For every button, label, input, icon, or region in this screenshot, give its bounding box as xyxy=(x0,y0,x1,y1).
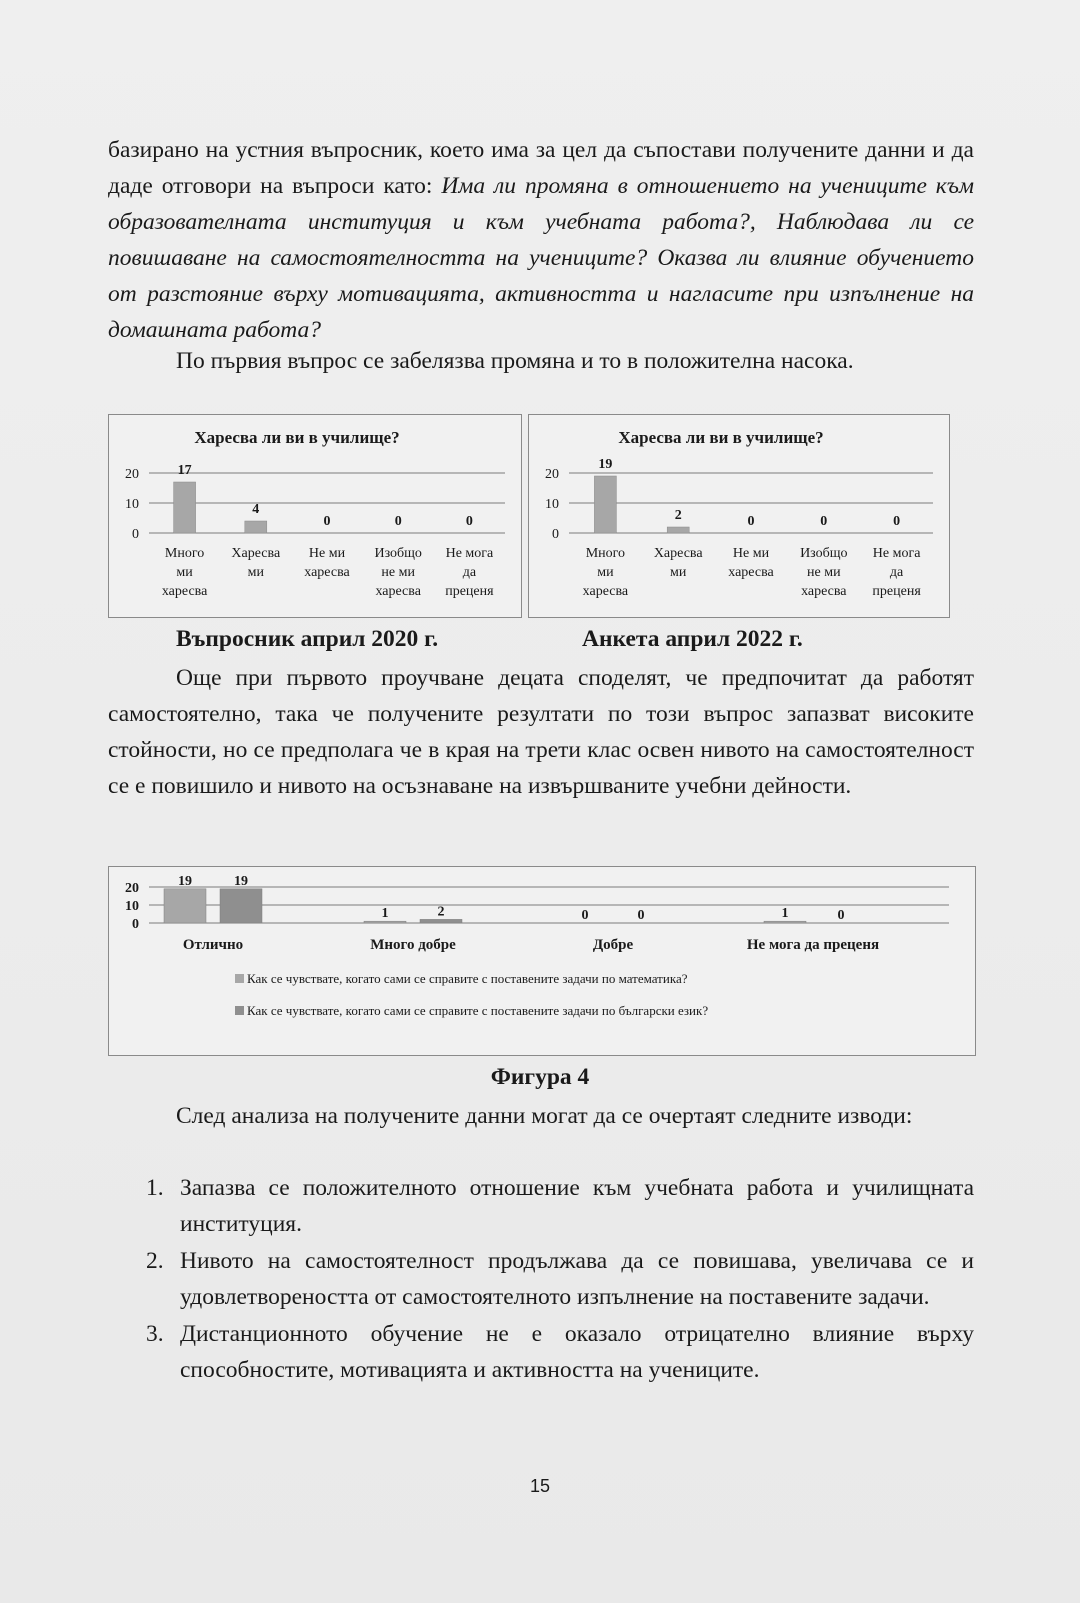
x-tick-label: не ми xyxy=(807,565,841,580)
legend-label: Как се чувствате, когато сами се справите с поставените задачи по математика? xyxy=(247,971,688,986)
chart-2020-svg xyxy=(109,415,521,617)
x-tick-label: Харесва xyxy=(653,546,703,561)
x-tick-label: ми xyxy=(670,565,687,580)
conclusions-intro xyxy=(108,1098,974,1134)
legend-label: Как се чувствате, когато сами се справите с поставените задачи по български език? xyxy=(247,1003,709,1018)
figure-label: Фигура 4 xyxy=(490,1064,590,1090)
research-questions: Има ли промяна в отношението на учениците към образователната институция и към учебната работа?, Наблюдава ли се повишаване на самостоятелността на учениците? Оказва ли влияние обучението от разстояние върху мотивацията, активността и нагласите при изпълнение на домашната работа? xyxy=(108,173,974,343)
data-label: 0 xyxy=(747,514,755,529)
y-tick-label: 0 xyxy=(132,917,139,932)
x-tick-label: Не мога xyxy=(445,546,494,561)
x-tick-label: Изобщо xyxy=(800,546,848,561)
caption-2022: Анкета април 2022 г. xyxy=(582,626,803,652)
data-label: 19 xyxy=(178,873,192,889)
x-tick-label: Много xyxy=(164,546,205,561)
x-tick-label: ми xyxy=(247,565,264,580)
x-tick-label: харесва xyxy=(582,584,629,599)
bar xyxy=(667,527,689,533)
list-item-number: 2. xyxy=(146,1248,164,1274)
list-item-text: Дистанционното обучение не е оказало отрицателно влияние върху способностите, мотивацията и активността на учениците. xyxy=(180,1321,974,1383)
list-item xyxy=(138,1170,974,1242)
x-tick-label: не ми xyxy=(381,565,415,580)
chart-feelings xyxy=(108,866,976,1056)
bar xyxy=(164,889,206,923)
bar xyxy=(364,921,406,923)
x-tick-label: харесва xyxy=(728,565,774,580)
data-label: 0 xyxy=(837,908,845,923)
bar xyxy=(764,921,806,923)
list-item-number: 3. xyxy=(146,1321,164,1347)
y-tick-label: 10 xyxy=(545,497,559,512)
x-tick-label: харесва xyxy=(161,584,208,599)
data-label: 1 xyxy=(381,906,389,922)
x-tick-label: да xyxy=(462,565,477,580)
legend-swatch xyxy=(235,1006,244,1015)
conclusions-intro-text: След анализа на получените данни могат да се очертаят следните изводи: xyxy=(176,1103,913,1129)
chart-feelings-svg xyxy=(109,867,975,1055)
y-tick-label: 0 xyxy=(132,527,139,542)
y-tick-label: 10 xyxy=(125,899,139,914)
bar xyxy=(594,476,616,533)
bar xyxy=(245,521,267,533)
x-tick-label: харесва xyxy=(801,584,847,599)
x-tick-label: преценя xyxy=(872,584,921,599)
data-label: 17 xyxy=(177,463,192,478)
chart-2022-svg xyxy=(529,415,949,617)
list-item-number: 1. xyxy=(146,1175,164,1201)
x-tick-label: Не мога xyxy=(872,546,921,561)
bar xyxy=(174,482,196,533)
x-tick-label: Добре xyxy=(592,937,634,953)
x-tick-label: да xyxy=(889,565,904,580)
x-tick-label: Много добре xyxy=(370,937,456,953)
bar xyxy=(220,889,262,923)
first-question-paragraph xyxy=(108,343,974,379)
y-tick-label: 20 xyxy=(125,881,139,896)
chart-title: Харесва ли ви в училище? xyxy=(194,428,400,447)
data-label: 0 xyxy=(637,908,645,923)
data-label: 0 xyxy=(820,514,828,529)
list-item xyxy=(138,1316,974,1388)
x-tick-label: харесва xyxy=(304,565,350,580)
x-tick-label: Не ми xyxy=(732,546,770,561)
x-tick-label: преценя xyxy=(445,584,494,599)
x-tick-label: Много xyxy=(585,546,626,561)
list-item-text: Нивото на самостоятелност продължава да се повишава, увеличава се и удовлетвореността от самостоятелното изпълнение на поставените задачи. xyxy=(180,1248,974,1310)
bar xyxy=(420,919,462,923)
x-tick-label: харесва xyxy=(375,584,421,599)
y-tick-label: 10 xyxy=(125,497,139,512)
x-tick-label: Не ми xyxy=(308,546,346,561)
caption-2020: Въпросник април 2020 г. xyxy=(176,626,439,652)
data-label: 19 xyxy=(234,873,248,889)
list-item xyxy=(138,1243,974,1315)
independence-text: Още при първото проучване децата споделят, че предпочитат да работят самостоятелно, така че получените резултати по този въпрос запазват високите стойности, но се предполага че в края на трети клас освен нивото на самостоятелност се е повишило и нивото на осъзнаване на извършваните учебни дейности. xyxy=(108,665,974,799)
y-tick-label: 20 xyxy=(545,467,559,482)
x-tick-label: Изобщо xyxy=(374,546,422,561)
intro-text: базирано на устния въпросник, което има за цел да съпостави получените данни и да даде отговори на въпроси като: xyxy=(108,137,974,199)
y-tick-label: 20 xyxy=(125,467,139,482)
chart-title: Харесва ли ви в училище? xyxy=(618,428,824,447)
x-tick-label: Отлично xyxy=(182,937,244,953)
conclusions-list xyxy=(138,1170,974,1389)
data-label: 0 xyxy=(394,514,402,529)
independence-paragraph xyxy=(108,660,974,804)
chart-2020 xyxy=(108,414,522,618)
data-label: 19 xyxy=(598,457,613,472)
first-question-text: По първия въпрос се забелязва промяна и то в положителна насока. xyxy=(176,348,854,374)
data-label: 0 xyxy=(465,514,473,529)
x-tick-label: ми xyxy=(597,565,614,580)
list-item-text: Запазва се положителното отношение към учебната работа и училищната институция. xyxy=(180,1175,974,1237)
data-label: 0 xyxy=(323,514,331,529)
x-tick-label: ми xyxy=(176,565,193,580)
chart-2022 xyxy=(528,414,950,618)
data-label: 0 xyxy=(581,908,589,923)
data-label: 1 xyxy=(781,906,789,922)
y-tick-label: 0 xyxy=(552,527,559,542)
x-tick-label: Не мога да преценя xyxy=(746,937,880,953)
data-label: 4 xyxy=(252,502,260,517)
legend-swatch xyxy=(235,974,244,983)
data-label: 2 xyxy=(437,904,445,920)
page-number: 15 xyxy=(529,1476,551,1496)
data-label: 2 xyxy=(674,508,682,523)
intro-paragraph xyxy=(108,132,974,348)
x-tick-label: Харесва xyxy=(231,546,281,561)
data-label: 0 xyxy=(893,514,901,529)
